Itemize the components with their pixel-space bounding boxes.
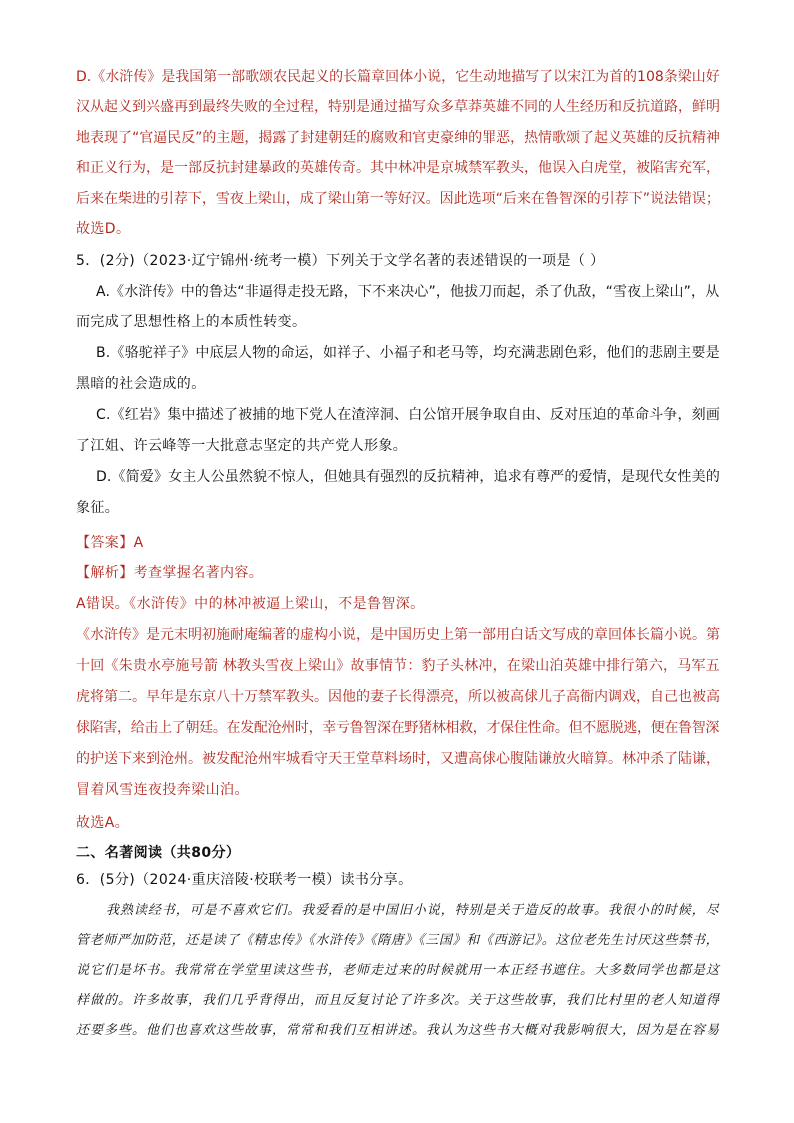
question-stem: 6．(5分)（2024·重庆涪陵·校联考一模）读书分享。: [76, 872, 413, 888]
text-line: 地表现了“官逼民反”的主题，揭露了封建朝廷的腐败和官吏豪绅的罪恶，热情歌颂了起义英雄的反抗精神: [76, 130, 720, 146]
option-line: 黑暗的社会造成的。: [76, 376, 206, 392]
passage-line: 样做的。许多故事，我们几乎背得出，而且反复讨论了许多次。关于这些故事，我们比村里的老人知道得: [76, 993, 721, 1008]
analysis-text-line: 冒着风雪连夜投奔梁山泊。: [76, 782, 249, 798]
analysis-text-line: A错误。《水浒传》中的林冲被逼上梁山，不是鲁智深。: [76, 596, 425, 612]
passage-line: 还要多些。他们也喜欢这些故事，常常和我们互相讲述。我认为这些书大概对我影响很大，因为是在容易: [76, 1023, 721, 1038]
analysis-text-line: 《水浒传》是元末明初施耐庵编著的虚构小说，是中国历史上第一部用白话文写成的章回体长篇小说。第: [76, 627, 720, 643]
text-line: 故选D。: [76, 221, 131, 237]
passage-line: 管老师严加防范，还是读了《精忠传》《水浒传》《隋唐》《三国》和《西游记》。这位老先生讨厌这些禁书，: [76, 933, 720, 948]
text-line: 后来在柴进的引荐下，雪夜上梁山，成了梁山第一等好汉。因此选项“后来在鲁智深的引荐下”说法错误；: [76, 191, 720, 207]
option-line: C.《红岩》集中描述了被捕的地下党人在渣滓洞、白公馆开展争取自由、反对压迫的革命斗争，刻画: [96, 407, 720, 423]
text-line: D.《水浒传》是我国第一部歌颂农民起义的长篇章回体小说，它生动地描写了以宋江为首的108条梁山好: [76, 69, 720, 85]
analysis-text-line: 虎将第二。早年是东京八十万禁军教头。因他的妻子长得漂亮，所以被高俅儿子高衙内调戏，自己也被高: [76, 689, 720, 705]
option-line: 而完成了思想性格上的本质性转变。: [76, 314, 307, 330]
option-line: D.《简爱》女主人公虽然貌不惊人，但她具有强烈的反抗精神，追求有尊严的爱情，是现代女性美的: [96, 469, 720, 485]
passage-line: 我熟读经书，可是不喜欢它们。我爱看的是中国旧小说，特别是关于造反的故事。我很小的时候，尽: [106, 903, 720, 918]
analysis-text-line: 故选A。: [76, 815, 130, 831]
analysis-text-line: 十回《朱贵水亭施号箭 林教头雪夜上梁山》故事情节：豹子头林冲，在梁山泊英雄中排行第六，马军五: [76, 658, 720, 674]
text-line: 汉从起义到兴盛再到最终失败的全过程，特别是通过描写众多草莽英雄不同的人生经历和反抗道路，鲜明: [76, 99, 720, 115]
analysis-line: 【解析】考查掌握名著内容。: [76, 565, 264, 581]
option-line: B.《骆驼祥子》中底层人物的命运，如祥子、小福子和老马等，均充满悲剧色彩，他们的悲剧主要是: [96, 345, 720, 361]
analysis-text-line: 的护送下来到沧州。被发配沧州牢城看守天王堂草料场时，又遭高俅心腹陆谦放火暗算。林冲杀了陆谦，: [76, 751, 720, 767]
passage-line: 说它们是坏书。我常常在学堂里读这些书，老师走过来的时候就用一本正经书遮住。大多数同学也都是这: [76, 963, 721, 978]
option-line: A.《水浒传》中的鲁达“非逼得走投无路，下不来决心”，他拔刀而起，杀了仇敌，“雪夜上梁山”，从: [96, 284, 720, 300]
option-line: 了江姐、许云峰等一大批意志坚定的共产党人形象。: [76, 438, 408, 454]
question-stem: 5．(2分)（2023·辽宁锦州·统考一模）下列关于文学名著的表述错误的一项是（ ）: [76, 253, 605, 269]
option-line: 象征。: [76, 500, 120, 516]
analysis-text-line: 俅陷害，给击上了朝廷。在发配沧州时，幸亏鲁智深在野猪林相救，才保住性命。但不愿脱逃，便在鲁智深: [76, 720, 720, 736]
answer-line: 【答案】A: [76, 535, 144, 551]
section-heading: 二、名著阅读（共80分）: [76, 845, 241, 861]
text-line: 和正义行为，是一部反抗封建暴政的英雄传奇。其中林冲是京城禁军教头，他误入白虎堂，被陷害充军，: [76, 160, 720, 176]
